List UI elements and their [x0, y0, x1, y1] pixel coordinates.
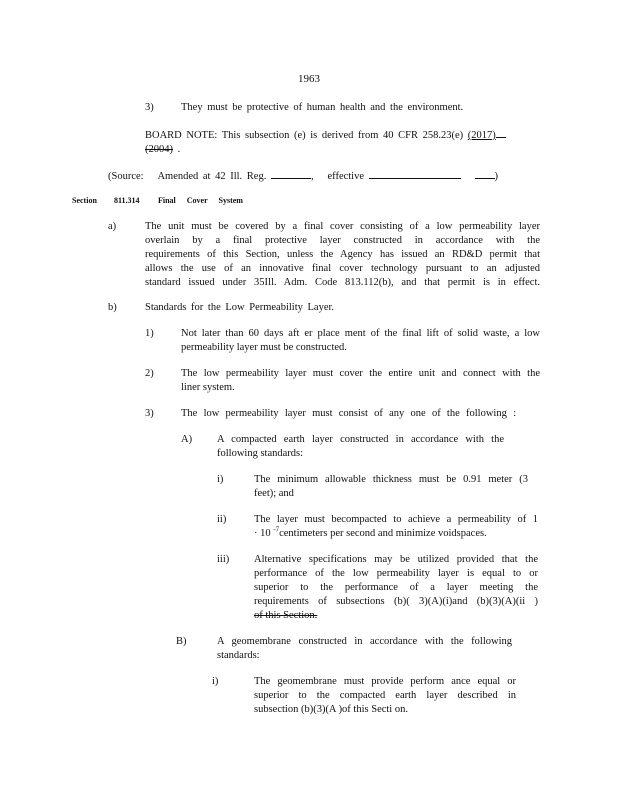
text-line: [254, 527, 538, 541]
register-blank: [271, 168, 311, 179]
list-letter: A): [181, 434, 193, 445]
text-line: Not later than 60 days aft er place ment of the final lift of solid waste, a low: [181, 328, 540, 339]
text-line: The low permeability layer must cover the entire unit and connect with the: [181, 368, 540, 379]
list-number: 3): [145, 102, 154, 113]
list-item-text: [254, 553, 538, 623]
text-line: A compacted earth layer constructed in accordance with the: [217, 434, 504, 445]
text-line: requirements of this Section, unless the Agency has issued an RD&D permit that: [145, 249, 540, 260]
text-line: feet); and: [254, 488, 294, 499]
struck-text: of this Section.: [254, 610, 318, 621]
text-line: subsection (b)(3)(A )of this Secti on.: [254, 704, 408, 715]
text-line: Alternative specifications may be utilized provided that the: [254, 554, 538, 565]
list-item-text: [181, 367, 540, 395]
date-blank: [369, 168, 461, 179]
list-item-text: [254, 513, 538, 541]
list-item-text: [217, 635, 512, 663]
board-note-removed-year: (2004): [145, 144, 173, 155]
subsection-letter: b): [108, 302, 117, 313]
list-roman: iii): [217, 554, 230, 565]
text-line: A geomembrane constructed in accordance with the following: [217, 636, 512, 647]
text-line: overlain by a final protective layer constructed in accordance with the: [145, 235, 540, 246]
list-item-text: [181, 407, 516, 421]
list-item-text: [254, 473, 528, 501]
board-note-end: .: [177, 144, 181, 155]
list-item-text: [254, 675, 516, 717]
units-text: centimeters per second and minimize voidspaces.: [279, 528, 487, 539]
text-line: The low permeability layer must consist of any one of the following :: [181, 408, 516, 419]
subsection-letter: a): [108, 221, 117, 232]
source-label: (Source:: [108, 171, 144, 182]
text-line: following standards:: [217, 448, 304, 459]
list-number: 1): [145, 328, 154, 339]
text-line: The layer must becompacted to achieve a permeability of 1: [254, 514, 538, 525]
text-line: The geomembrane must provide perform ance equal or: [254, 676, 516, 687]
board-note: [145, 127, 540, 157]
source-text: Amended at 42 Ill. Reg.: [157, 171, 267, 182]
text-line: performance of the low permeability layer is equal to or: [254, 568, 538, 579]
text-line: The minimum allowable thickness must be 0.91 meter (3: [254, 474, 528, 485]
source-effective: effective: [327, 171, 365, 182]
list-letter: B): [176, 636, 187, 647]
section-number: 811.314: [114, 196, 140, 205]
text-line: permeability layer must be constructed.: [181, 342, 347, 353]
board-note-label: BOARD NOTE:: [145, 130, 218, 141]
exponent-text: -7: [273, 525, 280, 534]
text-line: allows the use of an innovative final cover technology pursuant to an adjusted: [145, 263, 540, 274]
text-line: standards:: [217, 650, 260, 661]
list-item-text: [181, 327, 540, 355]
text-line: superior to the compacted earth layer described in: [254, 690, 516, 701]
text-line: standard issued under 35Ill. Adm. Code 813.112(b), and that permit is in effect.: [145, 277, 540, 288]
list-roman: i): [212, 676, 219, 687]
underline-blank: [496, 127, 506, 138]
source-note: (Source: Amended at 42 Ill. Reg. , effective ): [108, 168, 548, 184]
year-blank: [475, 168, 495, 179]
subsection-a-text: [145, 220, 540, 290]
text-line: liner system.: [181, 382, 235, 393]
board-note-added-year: (2017): [467, 130, 496, 141]
list-roman: ii): [217, 514, 227, 525]
section-title: Final Cover System: [158, 196, 243, 205]
multiplier-text: · 10: [254, 528, 274, 539]
list-number: 2): [145, 368, 154, 379]
list-item-text: They must be protective of human health and the environment.: [181, 102, 464, 113]
list-item-text: [217, 433, 504, 461]
text-line: requirements of subsections (b)( 3)(A)(i)and (b)(3)(A)(ii ): [254, 596, 538, 607]
list-roman: i): [217, 474, 224, 485]
board-note-text: This subsection (e) is derived from 40 CFR 258.23(e): [221, 130, 464, 141]
section-label: Section: [72, 196, 97, 205]
source-close: ): [494, 171, 499, 182]
text-line: The unit must be covered by a final cover consisting of a low permeability layer: [145, 221, 540, 232]
list-number: 3): [145, 408, 154, 419]
subsection-b-title: Standards for the Low Permeability Layer.: [145, 302, 335, 313]
text-line: superior to the performance of a layer meeting the: [254, 582, 538, 593]
page-number: 1963: [298, 73, 320, 85]
